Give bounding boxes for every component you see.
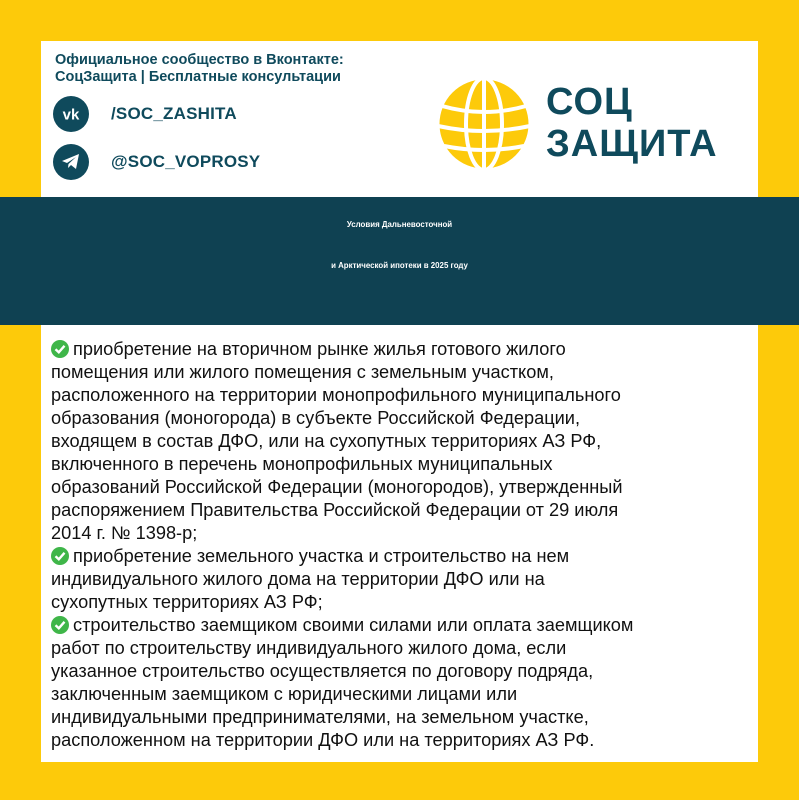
content-card: [41, 325, 758, 762]
vk-link[interactable]: [53, 96, 237, 132]
item-line: расположенного на территории монопрофильного муниципального: [51, 385, 621, 405]
header-card: [41, 41, 758, 197]
item-line: приобретение на вторичном рынке жилья готового жилого: [73, 339, 566, 359]
globe-logo-icon: [434, 74, 534, 174]
item-line: сухопутных территориях АЗ РФ;: [51, 592, 323, 612]
logo-text-line1: СОЦ: [546, 81, 633, 123]
item-line: распоряжением Правительства Российской Федерации от 29 июля: [51, 500, 619, 520]
item-line: строительство заемщиком своими силами или оплата заемщиком: [73, 615, 634, 635]
telegram-link[interactable]: [53, 144, 260, 180]
item-line: приобретение земельного участка и строительство на нем: [73, 546, 570, 566]
check-icon: [51, 340, 69, 358]
vk-handle: /SOC_ZASHITA: [111, 104, 237, 123]
item-line: включенного в перечень монопрофильных муниципальных: [51, 454, 553, 474]
item-line: заключенным заемщиком с юридическими лицами или: [51, 684, 518, 704]
vk-icon: [53, 96, 89, 132]
item-line: образования (моногорода) в субъекте Российской Федерации,: [51, 408, 581, 428]
item-line: расположенном на территории ДФО или на территориях АЗ РФ.: [51, 730, 595, 750]
item-line: индивидуального жилого дома на территории ДФО или на: [51, 569, 545, 589]
item-line: входящем в состав ДФО, или на сухопутных территориях АЗ РФ,: [51, 431, 602, 451]
item-line: помещения или жилого помещения с земельным участком,: [51, 362, 554, 382]
item-line: работ по строительству индивидуального жилого дома, если: [51, 638, 567, 658]
item-line: указанное строительство осуществляется по договору подряда,: [51, 661, 594, 681]
svg-text:vk: vk: [62, 106, 80, 122]
title-banner: [0, 197, 799, 325]
telegram-handle: @SOC_VOPROSY: [111, 152, 261, 171]
item-line: 2014 г. № 1398-р;: [51, 523, 198, 543]
telegram-icon: [53, 144, 89, 180]
check-icon: [51, 616, 69, 634]
community-subtitle: СоцЗащита | Бесплатные консультации: [55, 69, 341, 85]
page-title-line1: Условия Дальневосточной: [346, 220, 453, 229]
logo-text-line2: ЗАЩИТА: [546, 123, 718, 165]
community-title: Официальное сообщество в Вконтакте:: [55, 52, 344, 68]
item-line: индивидуальными предпринимателями, на земельном участке,: [51, 707, 589, 727]
item-line: образований Российской Федерации (моногородов), утвержденный: [51, 477, 623, 497]
page-title-line2: и Арктической ипотеки в 2025 году: [331, 261, 468, 270]
check-icon: [51, 547, 69, 565]
